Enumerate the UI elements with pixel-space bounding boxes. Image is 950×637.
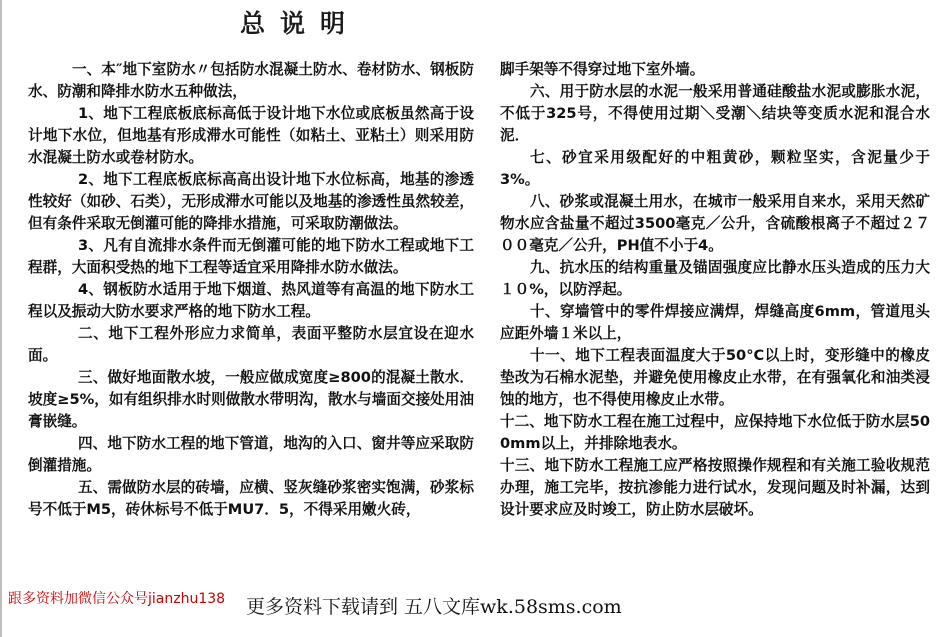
clause-1-item-2: 2、地下工程底板底标高高出设计地下水位标高，地基的渗透性较好（如砂、石类），无形成滞水可能以及地基的渗透性虽然较差，但有条件采取无倒灌可能的降排水措施，可采取防潮做法。 bbox=[28, 171, 474, 232]
clause-13: 十三、地下防水工程施工应严格按照操作规程和有关施工验收规范办理，施工完毕，按抗渗能力进行试水，发现问题及时补漏，达到设计要求应及时竣工，防止防水层破坏。 bbox=[500, 457, 930, 518]
clause-1-item-3: 3、凡有自流排水条件而无倒灌可能的地下防水工程或地下工程群，大面积受热的地下工程等适宜采用降排水防水做法。 bbox=[28, 237, 474, 276]
left-text-column bbox=[28, 59, 474, 521]
clause-7: 七、砂宜采用级配好的中粗黄砂，颗粒坚实，含泥量少于3%。 bbox=[500, 149, 930, 188]
clause-1-item-4: 4、钢板防水适用于地下烟道、热风道等有高温的地下防水工程以及振动大防水要求严格的地下防水工程。 bbox=[28, 281, 474, 320]
clause-1-item-1: 1、地下工程底板底标高低于设计地下水位或底板虽然高于设计地下水位，但地基有形成滞水可能性（如粘土、亚粘土）则采用防水混凝土防水或卷材防水。 bbox=[28, 105, 474, 166]
clause-11: 十一、地下工程表面温度大于50°C以上时，变形缝中的橡皮垫改为石棉水泥垫，并避免使用橡皮止水带，在有强氧化和油类浸蚀的地方，也不得使用橡皮止水带。 bbox=[500, 347, 930, 408]
download-banner-text: 更多资料下载请到 五八文库wk.58sms.com bbox=[246, 596, 622, 618]
clause-10: 十、穿墙管中的零件焊接应满焊，焊缝高度6mm，管道甩头应距外墙１米以上， bbox=[500, 303, 930, 342]
clause-8: 八、砂浆或混凝土用水，在城市一般采用自来水，采用天然矿物水应含盐量不超过3500毫克／公升，含硫酸根离子不超过２７００毫克／公升，PH值不小于4。 bbox=[500, 193, 930, 254]
right-text-column bbox=[500, 59, 930, 521]
page-title: 总说明 bbox=[239, 9, 360, 38]
clause-1: 一、本″地下室防水〃包括防水混凝土防水、卷材防水、钢板防水、防潮和降排水防水五种做法， bbox=[28, 61, 474, 100]
watermark-text: 跟多资料加微信公众号jianzhu138 bbox=[8, 591, 226, 607]
clause-2: 二、地下工程外形应力求简单，表面平整防水层宜设在迎水面。 bbox=[28, 325, 474, 364]
clause-9: 九、抗水压的结构重量及锚固强度应比静水压头造成的压力大１０%，以防浮起。 bbox=[500, 259, 930, 298]
clause-5: 五、需做防水层的砖墙，应横、竖灰缝砂浆密实饱满，砂浆标号不低于M5，砖休标号不低于MU7．5，不得采用嫩火砖， bbox=[28, 479, 474, 518]
clause-4: 四、地下防水工程的地下管道，地沟的入口、窗井等应采取防倒灌措施。 bbox=[28, 435, 474, 474]
clause-3: 三、做好地面散水坡，一般应做成宽度≥800的混凝土散水．坡度≥5%，如有组织排水时则做散水带明沟，散水与墙面交接处用油膏嵌缝。 bbox=[28, 369, 474, 430]
clause-12: 十二、地下防水工程在施工过程中，应保持地下水位低于防水层500mm以上，并排除地表水。 bbox=[500, 413, 930, 452]
clause-6: 六、用于防水层的水泥一般采用普通硅酸盐水泥或膨胀水泥，不低于325号，不得使用过期＼受潮＼结块等变质水泥和混合水泥． bbox=[500, 83, 930, 144]
clause-5-continued: 脚手架等不得穿过地下室外墙。 bbox=[500, 61, 705, 78]
page-edge-line bbox=[0, 0, 2, 637]
